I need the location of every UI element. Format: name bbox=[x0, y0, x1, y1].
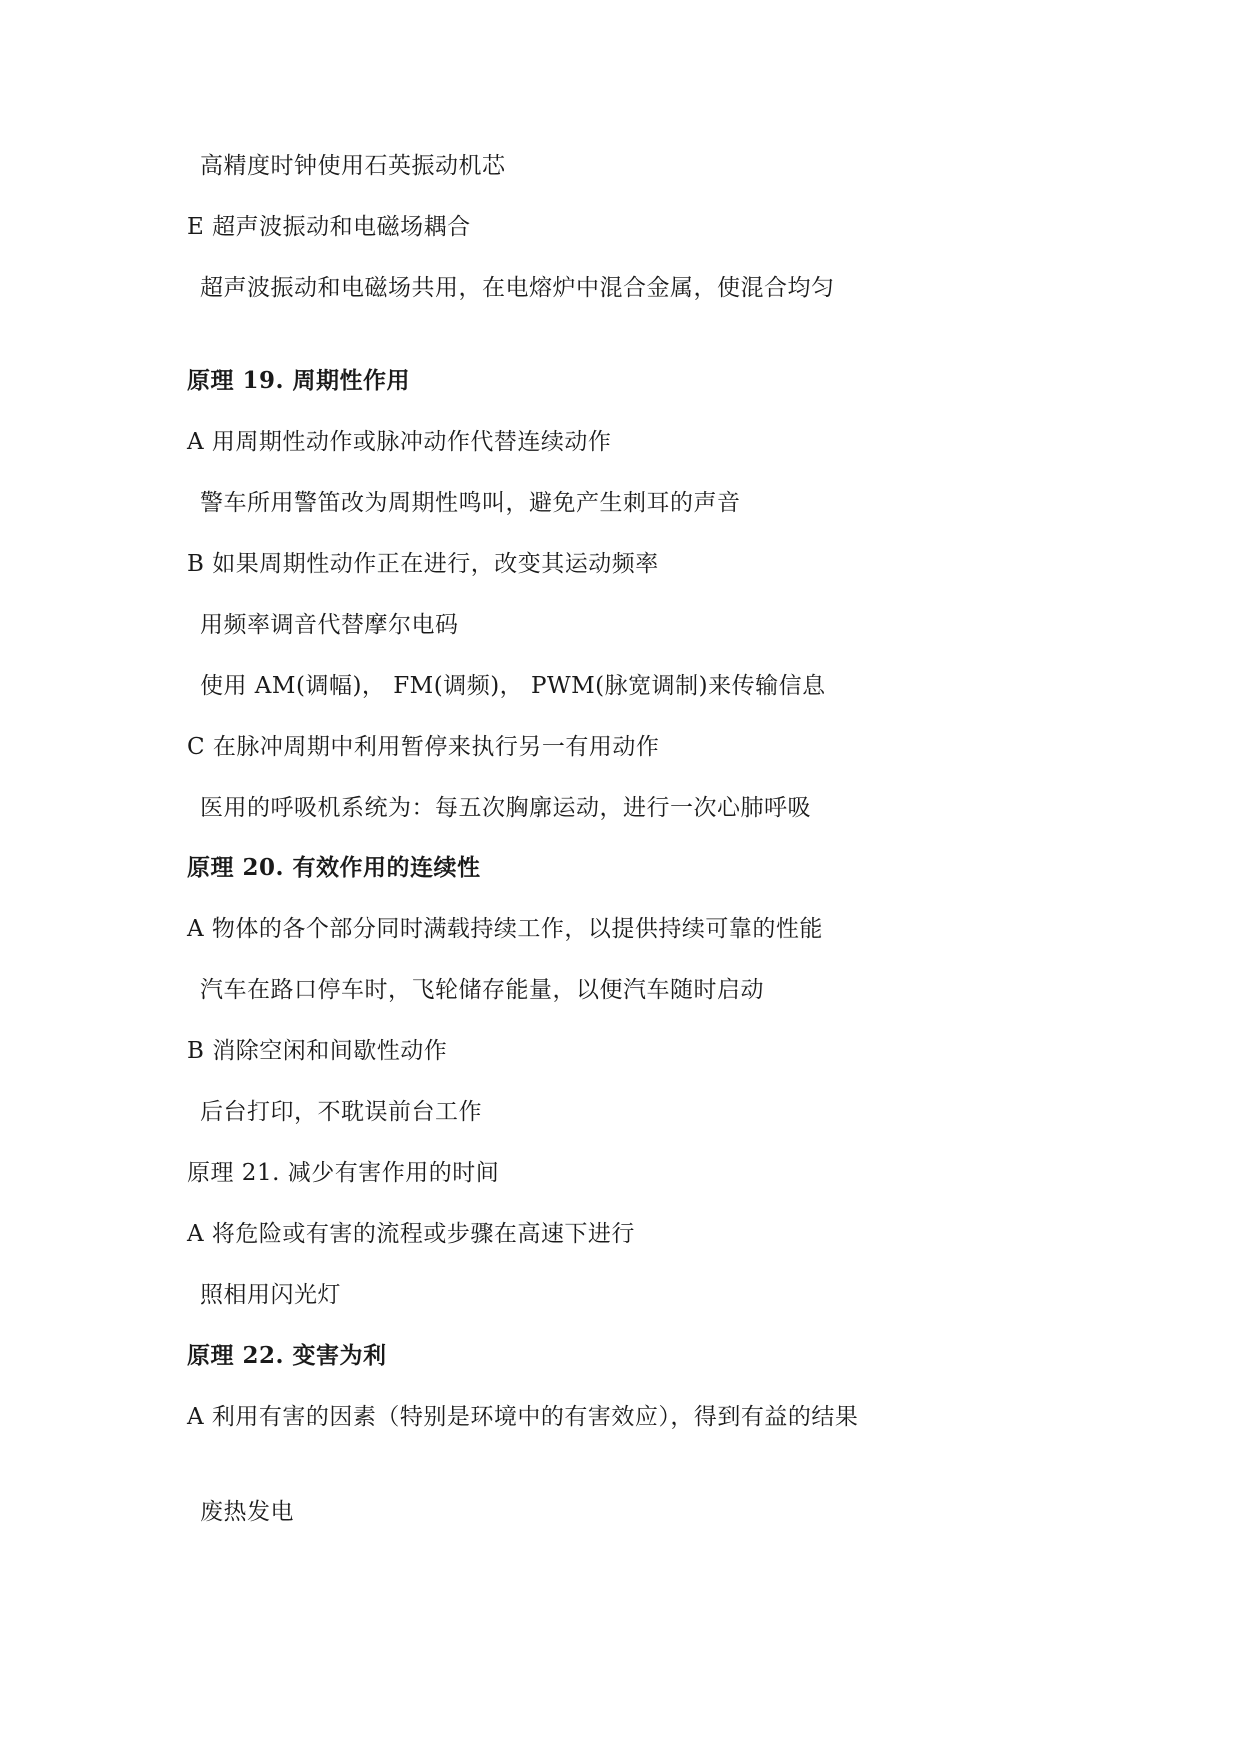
sub-principle-item: A 用周期性动作或脉冲动作代替连续动作 bbox=[187, 429, 612, 455]
example-text: 超声波振动和电磁场共用，在电熔炉中混合金属，使混合均匀 bbox=[200, 275, 835, 301]
example-text: 用频率调音代替摩尔电码 bbox=[200, 612, 459, 638]
example-text: 医用的呼吸机系统为：每五次胸廓运动，进行一次心肺呼吸 bbox=[200, 795, 811, 821]
sub-principle-item: A 物体的各个部分同时满载持续工作，以提供持续可靠的性能 bbox=[187, 916, 823, 942]
principle-heading: 原理 19. 周期性作用 bbox=[187, 367, 411, 394]
example-text: 后台打印，不耽误前台工作 bbox=[200, 1099, 482, 1125]
sub-principle-item: B 消除空闲和间歇性动作 bbox=[187, 1038, 448, 1064]
example-text: 警车所用警笛改为周期性鸣叫，避免产生刺耳的声音 bbox=[200, 490, 741, 516]
example-text: 高精度时钟使用石英振动机芯 bbox=[200, 153, 506, 179]
example-text: 照相用闪光灯 bbox=[200, 1282, 341, 1308]
example-text: 使用 AM(调幅)， FM(调频)， PWM(脉宽调制)来传输信息 bbox=[200, 673, 826, 699]
principle-heading: 原理 22. 变害为利 bbox=[187, 1342, 387, 1369]
example-text: 废热发电 bbox=[200, 1499, 294, 1525]
sub-principle-item: B 如果周期性动作正在进行，改变其运动频率 bbox=[187, 551, 659, 577]
principle-heading: 原理 21. 减少有害作用的时间 bbox=[187, 1160, 500, 1186]
principle-heading: 原理 20. 有效作用的连续性 bbox=[187, 854, 481, 881]
example-text: 汽车在路口停车时，飞轮储存能量，以便汽车随时启动 bbox=[200, 977, 764, 1003]
sub-principle-item: E 超声波振动和电磁场耦合 bbox=[187, 214, 471, 240]
sub-principle-item: A 将危险或有害的流程或步骤在高速下进行 bbox=[187, 1221, 635, 1247]
sub-principle-item: A 利用有害的因素（特别是环境中的有害效应），得到有益的结果 bbox=[187, 1404, 859, 1430]
sub-principle-item: C 在脉冲周期中利用暂停来执行另一有用动作 bbox=[187, 734, 660, 760]
